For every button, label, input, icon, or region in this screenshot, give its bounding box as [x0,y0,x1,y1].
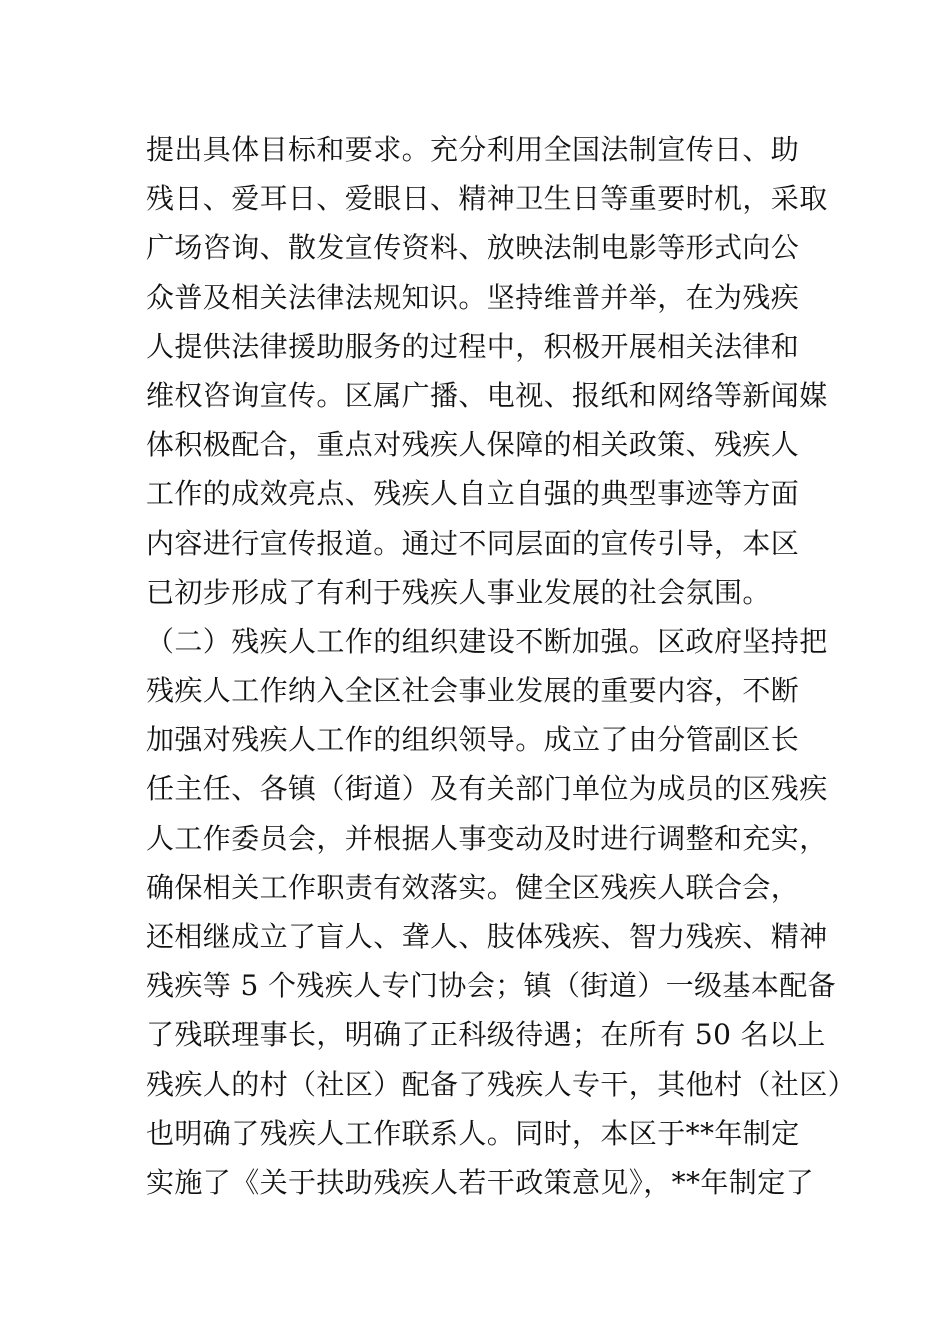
text-line: 残日、爱耳日、爱眼日、精神卫生日等重要时机，采取 [146,182,828,216]
text-line: 确保相关工作职责有效落实。健全区残疾人联合会， [146,870,800,904]
text-line: 还相继成立了盲人、聋人、肢体残疾、智力残疾、精神 [146,920,828,953]
text-line: 了残联理事长，明确了正科级待遇；在所有 50 名以上 [146,1018,826,1052]
text-line: 残疾人工作纳入全区社会事业发展的重要内容，不断 [146,674,800,708]
text-line: 人提供法律援助服务的过程中，积极开展相关法律和 [146,329,800,363]
text-line: 任主任、各镇（街道）及有关部门单位为成员的区残疾 [146,772,828,806]
text-line: 也明确了残疾人工作联系人。同时，本区于**年制定 [146,1116,800,1150]
text-line: 已初步形成了有利于残疾人事业发展的社会氛围。 [146,575,771,609]
body-text [146,125,857,1207]
text-line: 实施了《关于扶助残疾人若干政策意见》，**年制定了 [146,1165,815,1199]
text-line: 提出具体目标和要求。充分利用全国法制宣传日、助 [146,133,800,166]
section-heading-line: （二）残疾人工作的组织建设不断加强。区政府坚持把 [146,624,828,658]
text-line: 残疾等 5 个残疾人专门协会；镇（街道）一级基本配备 [146,969,837,1003]
text-line: 残疾人的村（社区）配备了残疾人专干，其他村（社区） [146,1067,857,1101]
text-line: 加强对残疾人工作的组织领导。成立了由分管副区长 [146,723,800,757]
text-line: 人工作委员会，并根据人事变动及时进行调整和充实， [146,821,828,855]
text-line: 众普及相关法律法规知识。坚持维普并举，在为残疾 [146,280,800,314]
text-line: 维权咨询宣传。区属广播、电视、报纸和网络等新闻媒 [146,378,828,412]
text-line: 工作的成效亮点、残疾人自立自强的典型事迹等方面 [146,477,800,511]
text-line: 广场咨询、散发宣传资料、放映法制电影等形式向公 [146,231,800,265]
text-line: 内容进行宣传报道。通过不同层面的宣传引导，本区 [146,526,800,560]
text-line: 体积极配合，重点对残疾人保障的相关政策、残疾人 [146,428,800,462]
